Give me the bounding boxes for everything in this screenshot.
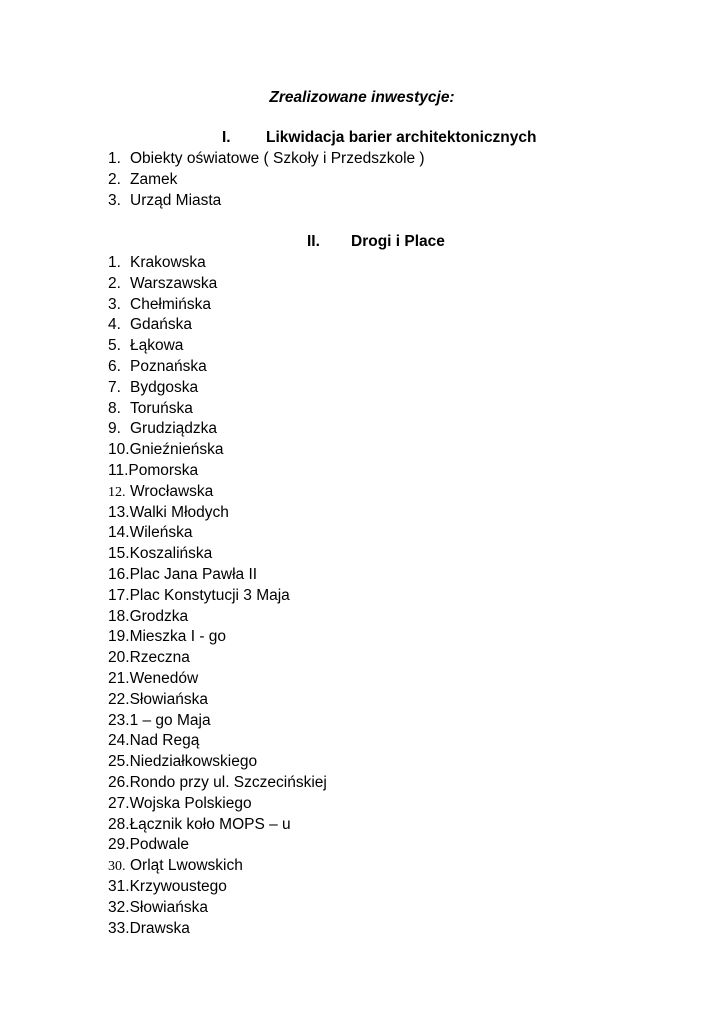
item-text: Orląt Lwowskich bbox=[130, 857, 243, 875]
item-text: Rzeczna bbox=[129, 649, 190, 667]
list-item bbox=[108, 690, 327, 711]
item-number: 30. bbox=[108, 859, 126, 875]
item-text: Grodzka bbox=[129, 607, 189, 625]
list-item bbox=[108, 815, 327, 836]
list-item bbox=[108, 274, 327, 295]
list-item bbox=[108, 544, 327, 565]
list-item bbox=[108, 253, 327, 274]
item-number: 2. bbox=[108, 274, 121, 292]
item-number: 19. bbox=[108, 628, 130, 646]
item-text: Wileńska bbox=[129, 524, 193, 542]
item-text: Walki Młodych bbox=[129, 503, 229, 521]
item-text: Słowiańska bbox=[129, 690, 208, 708]
item-text: Niedziałkowskiego bbox=[129, 753, 258, 771]
item-number: 23. bbox=[108, 711, 130, 729]
item-number: 12. bbox=[108, 484, 126, 500]
item-text: Zamek bbox=[130, 170, 178, 188]
item-number: 3. bbox=[108, 191, 121, 209]
list-item bbox=[108, 835, 327, 856]
item-number: 21. bbox=[108, 669, 130, 687]
item-text: Pomorska bbox=[128, 461, 199, 479]
list-item bbox=[108, 648, 327, 669]
roads-list bbox=[108, 253, 327, 939]
list-item bbox=[108, 503, 327, 524]
item-text: Toruńska bbox=[130, 399, 193, 417]
item-text: Wojska Polskiego bbox=[129, 794, 252, 812]
item-number: 5. bbox=[108, 337, 121, 355]
list-item bbox=[108, 669, 327, 690]
item-number: 31. bbox=[108, 877, 130, 895]
item-text: Łącznik koło MOPS – u bbox=[129, 815, 291, 833]
item-number: 4. bbox=[108, 316, 121, 334]
list-item bbox=[108, 191, 425, 212]
item-number: 2. bbox=[108, 170, 121, 188]
list-item bbox=[108, 440, 327, 461]
item-number: 15. bbox=[108, 545, 130, 563]
item-number: 25. bbox=[108, 753, 130, 771]
item-text: Grudziądzka bbox=[130, 420, 218, 438]
item-number: 8. bbox=[108, 399, 121, 417]
list-item bbox=[108, 919, 327, 940]
list-item bbox=[108, 315, 327, 336]
item-number: 9. bbox=[108, 420, 121, 438]
section-number: II. bbox=[307, 233, 320, 250]
item-text: Wenedów bbox=[129, 669, 199, 687]
list-item bbox=[108, 565, 327, 586]
item-number: 24. bbox=[108, 732, 130, 750]
item-number: 16. bbox=[108, 565, 130, 583]
list-item bbox=[108, 461, 327, 482]
item-text: Podwale bbox=[129, 836, 190, 854]
list-item bbox=[108, 357, 327, 378]
item-number: 11. bbox=[108, 461, 129, 479]
item-text: Krzywoustego bbox=[129, 877, 227, 895]
barriers-list bbox=[108, 149, 425, 211]
item-text: Chełmińska bbox=[130, 295, 211, 313]
list-item bbox=[108, 399, 327, 420]
item-text: Mieszka I - go bbox=[129, 628, 227, 646]
list-item bbox=[108, 149, 425, 170]
list-item bbox=[108, 898, 327, 919]
item-number: 20. bbox=[108, 649, 130, 667]
list-item bbox=[108, 856, 327, 877]
item-text: Gdańska bbox=[130, 316, 193, 334]
item-number: 32. bbox=[108, 898, 130, 916]
list-item bbox=[108, 336, 327, 357]
item-number: 22. bbox=[108, 690, 130, 708]
item-number: 13. bbox=[108, 503, 130, 521]
item-text: Drawska bbox=[129, 919, 190, 937]
item-text: Plac Konstytucji 3 Maja bbox=[129, 586, 290, 604]
document-title: Zrealizowane inwestycje: bbox=[269, 89, 455, 106]
list-item bbox=[108, 586, 327, 607]
list-item bbox=[108, 877, 327, 898]
item-number: 10. bbox=[108, 441, 130, 459]
item-text: Gnieźnieńska bbox=[129, 441, 224, 459]
list-item bbox=[108, 627, 327, 648]
section-title: Likwidacja barier architektonicznych bbox=[266, 129, 537, 146]
item-number: 26. bbox=[108, 773, 130, 791]
item-text: Rondo przy ul. Szczecińskiej bbox=[129, 773, 327, 791]
list-item bbox=[108, 170, 425, 191]
list-item bbox=[108, 419, 327, 440]
item-text: Bydgoska bbox=[130, 378, 199, 396]
section-heading-roads bbox=[0, 232, 724, 252]
section-title: Drogi i Place bbox=[351, 233, 445, 250]
item-number: 17. bbox=[108, 586, 130, 604]
section-heading-barriers bbox=[0, 128, 724, 148]
list-item bbox=[108, 773, 327, 794]
item-text: 1 – go Maja bbox=[129, 711, 211, 729]
item-text: Koszalińska bbox=[129, 545, 213, 563]
list-item bbox=[108, 482, 327, 503]
item-text: Urząd Miasta bbox=[130, 191, 222, 209]
item-text: Obiekty oświatowe ( Szkoły i Przedszkole ) bbox=[130, 150, 425, 167]
section-number: I. bbox=[222, 129, 231, 146]
list-item bbox=[108, 295, 327, 316]
item-text: Wrocławska bbox=[130, 482, 214, 500]
item-text: Słowiańska bbox=[129, 898, 208, 916]
list-item bbox=[108, 711, 327, 732]
item-number: 3. bbox=[108, 295, 121, 313]
item-text: Plac Jana Pawła II bbox=[129, 565, 258, 583]
item-text: Warszawska bbox=[130, 274, 218, 292]
list-item bbox=[108, 607, 327, 628]
item-number: 1. bbox=[108, 150, 121, 167]
list-item bbox=[108, 752, 327, 773]
item-text: Łąkowa bbox=[130, 337, 184, 355]
item-number: 33. bbox=[108, 919, 130, 937]
list-item bbox=[108, 523, 327, 544]
item-number: 14. bbox=[108, 524, 130, 542]
list-item bbox=[108, 378, 327, 399]
item-number: 6. bbox=[108, 357, 121, 375]
item-text: Poznańska bbox=[130, 357, 207, 375]
item-number: 29. bbox=[108, 836, 130, 854]
item-text: Nad Regą bbox=[129, 732, 200, 750]
list-item bbox=[108, 794, 327, 815]
item-number: 7. bbox=[108, 378, 121, 396]
item-number: 27. bbox=[108, 794, 130, 812]
list-item bbox=[108, 731, 327, 752]
item-number: 18. bbox=[108, 607, 130, 625]
item-number: 1. bbox=[108, 254, 121, 271]
item-number: 28. bbox=[108, 815, 130, 833]
item-text: Krakowska bbox=[130, 254, 206, 271]
